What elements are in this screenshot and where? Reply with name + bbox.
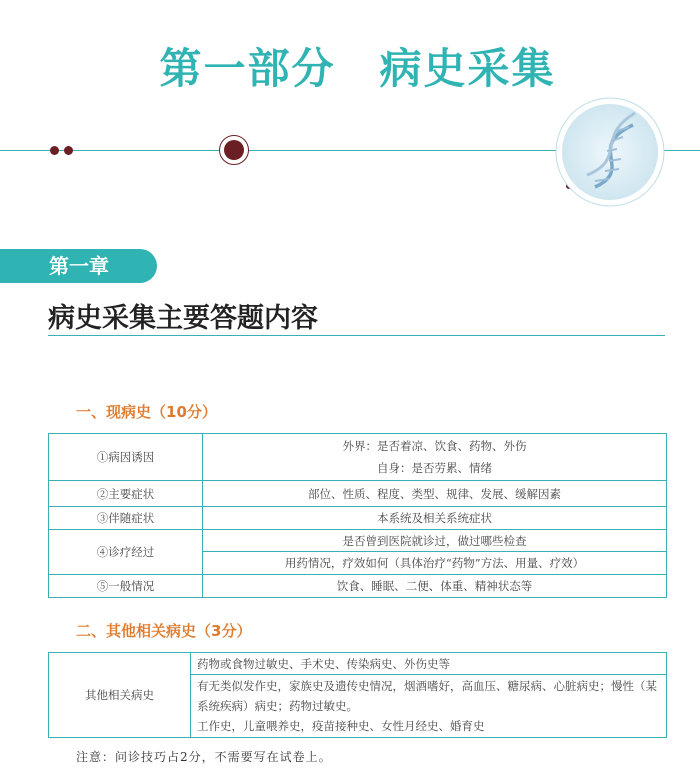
row-content: 药物或食物过敏史、手术史、传染病史、外伤史等	[191, 653, 667, 675]
row-label: 其他相关病史	[49, 653, 191, 738]
table-row	[49, 507, 667, 530]
section1-table	[48, 433, 667, 598]
chapter-tab: 第一章	[0, 249, 157, 283]
row-label: ③伴随症状	[49, 507, 203, 530]
row-content: 是否曾到医院就诊过，做过哪些检查	[203, 530, 667, 552]
decor-dot	[64, 146, 73, 155]
row-label: ①病因诱因	[49, 434, 203, 481]
table-row	[49, 653, 667, 675]
decor-dot	[50, 146, 59, 155]
row-content: 本系统及相关系统症状	[203, 507, 667, 530]
part-title-right: 病史采集	[379, 44, 556, 93]
part-title-left: 第一部分	[159, 44, 336, 93]
section2-title: 二、其他相关病史（3分）	[76, 622, 252, 640]
chapter-divider	[48, 335, 665, 336]
row-label: ⑤一般情况	[49, 575, 203, 598]
row-content: 饮食、睡眠、二便、体重、精神状态等	[203, 575, 667, 598]
table-row	[49, 575, 667, 598]
part-title	[0, 36, 700, 96]
chapter-title: 病史采集主要答题内容	[48, 303, 318, 334]
section2-table	[48, 652, 667, 738]
dna-helix-icon	[555, 97, 665, 207]
row-label: ④诊疗经过	[49, 530, 203, 575]
row-content: 用药情况，疗效如何（具体治疗“药物”方法、用量、疗效）	[203, 552, 667, 575]
row-content: 外界：是否着凉、饮食、药物、外伤 自身：是否劳累、情绪	[203, 434, 667, 481]
row-content: 有无类似发作史，家族史及遗传史情况，烟酒嗜好，高血压、糖尿病、心脏病史；慢性（某 系统疾病）病史；药物过敏史。 工作史，儿童喂养史，疫苗接种史、女性月经史、婚育史	[191, 675, 667, 738]
table-row	[49, 530, 667, 552]
row-content: 部位、性质、程度、类型、规律、发展、缓解因素	[203, 481, 667, 507]
exam-note: 注意：问诊技巧占2分，不需要写在试卷上。	[76, 750, 332, 764]
row-label: ②主要症状	[49, 481, 203, 507]
table-row	[49, 434, 667, 481]
section1-title: 一、现病史（10分）	[76, 403, 217, 421]
table-row	[49, 481, 667, 507]
decor-ring-icon	[219, 135, 249, 165]
